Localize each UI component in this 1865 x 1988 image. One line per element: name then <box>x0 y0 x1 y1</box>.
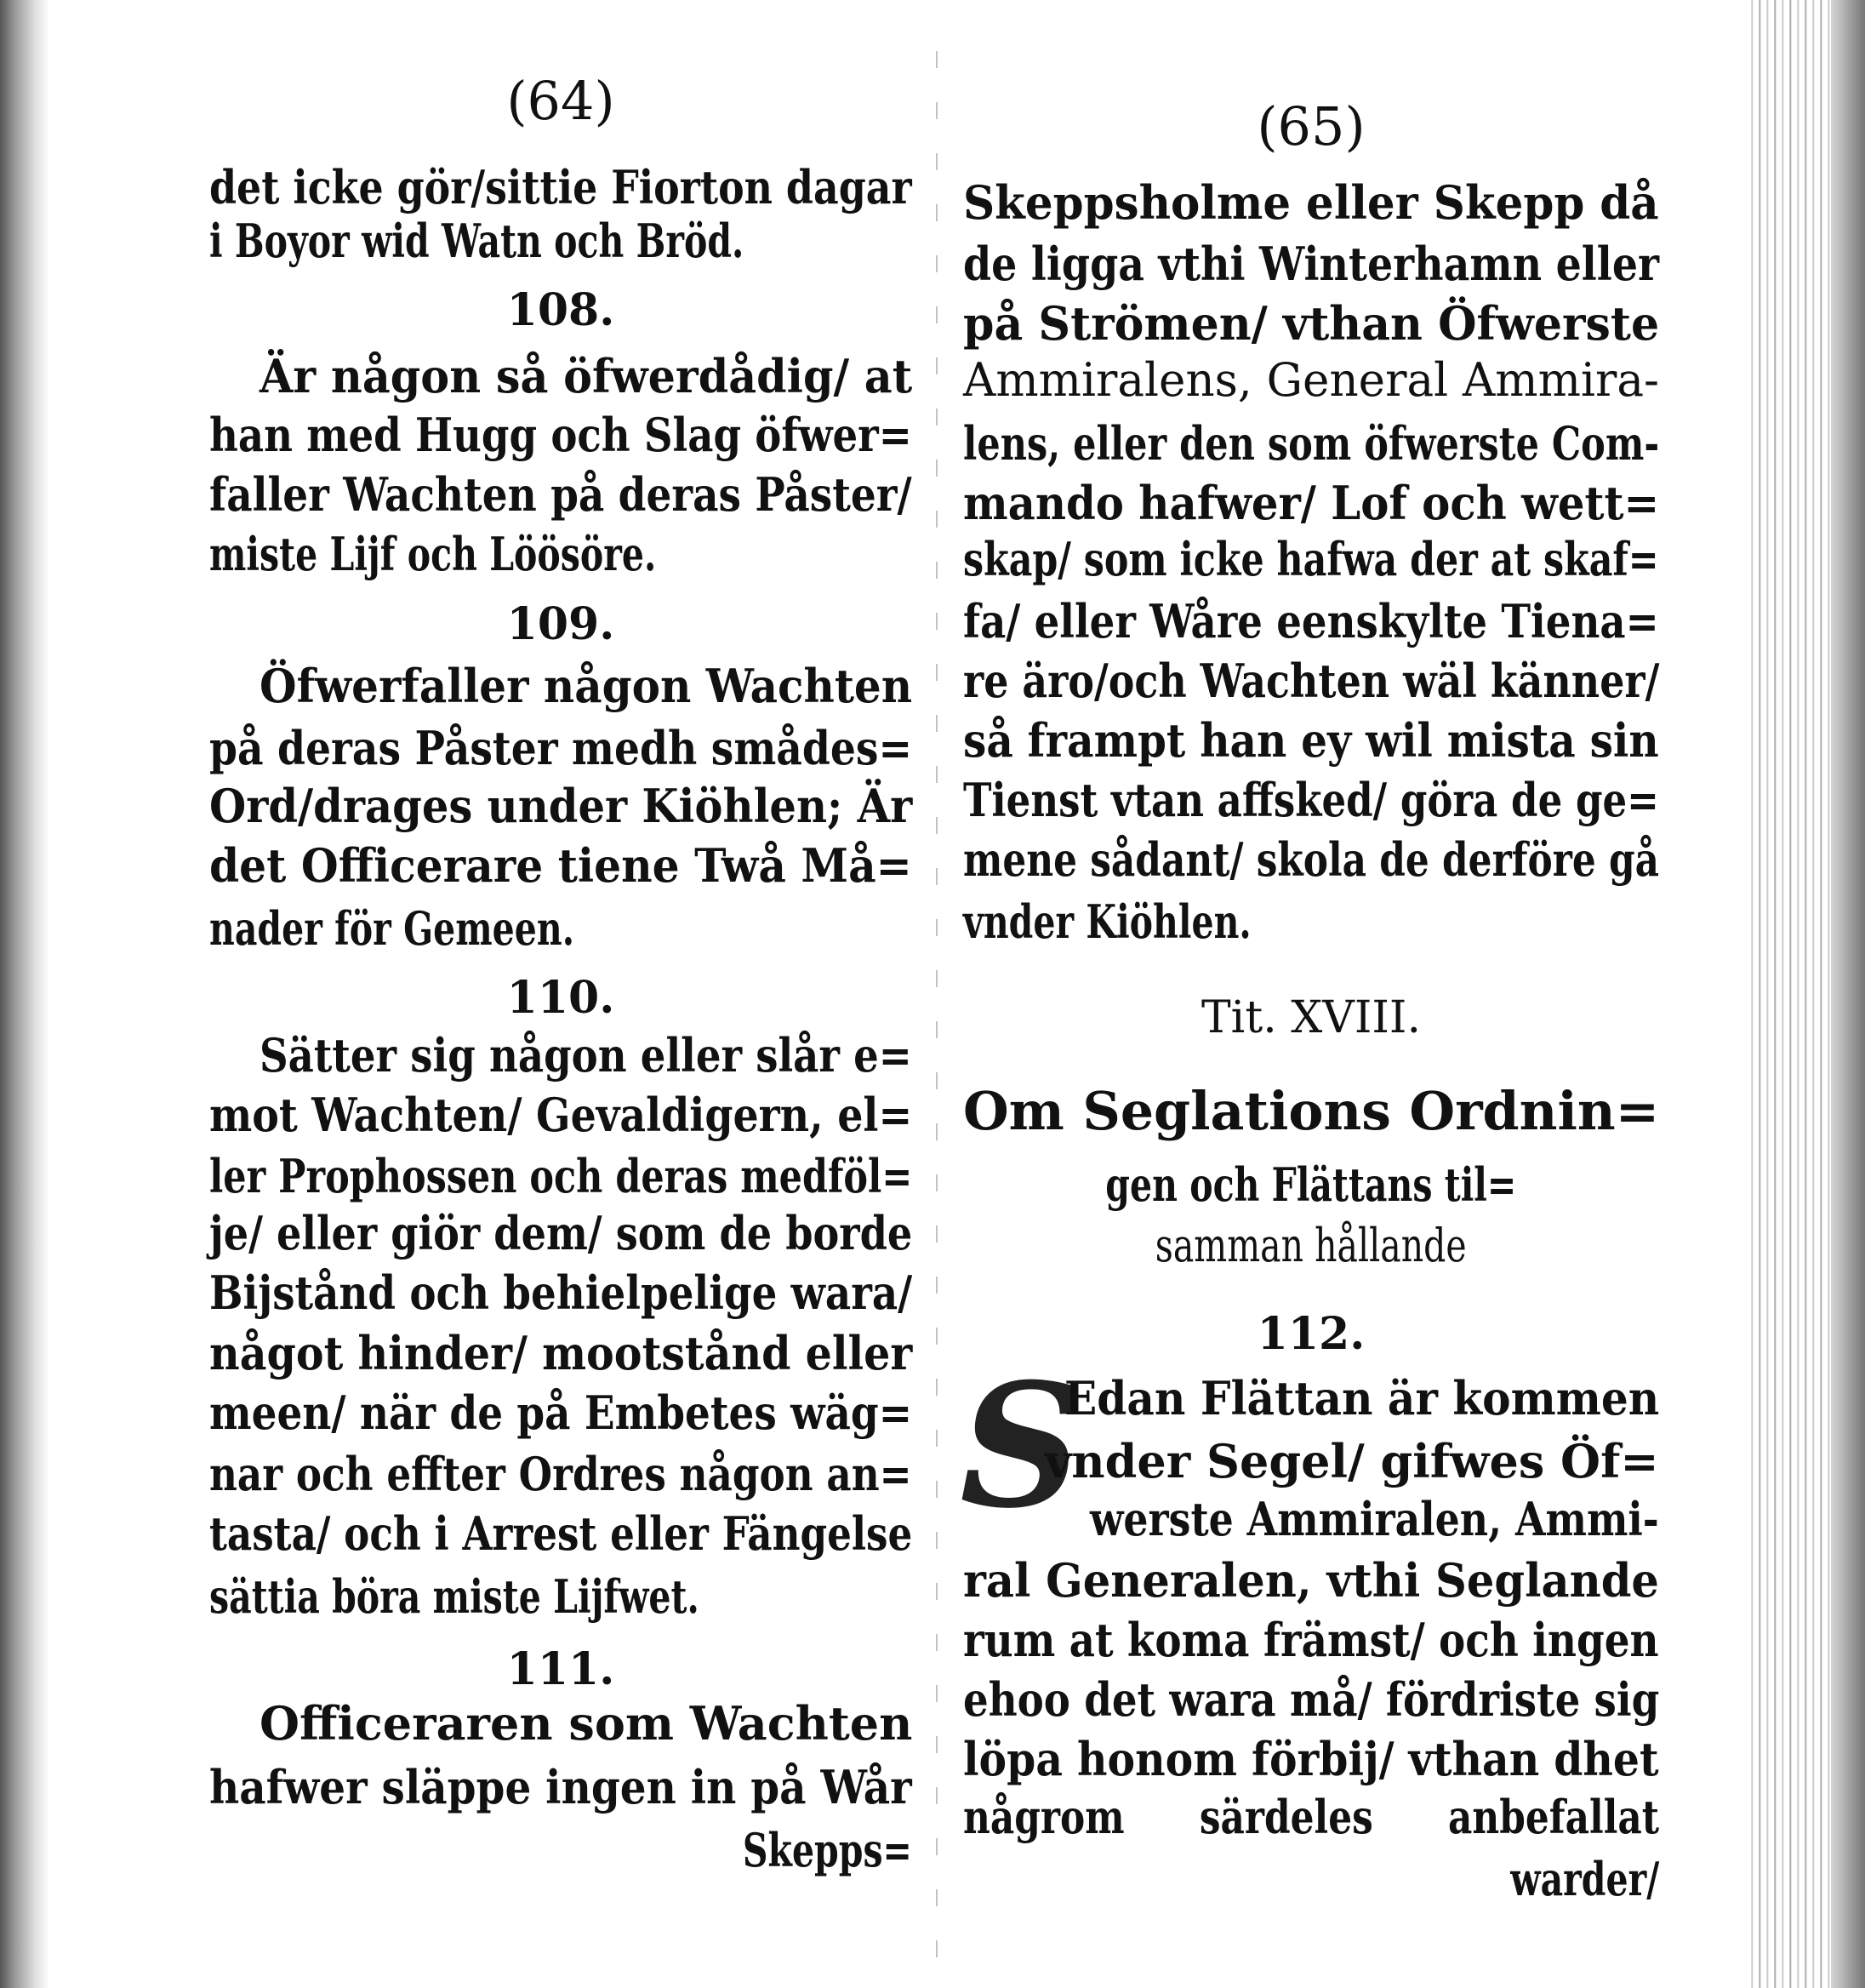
text-line: rum at koma främst/ och ingen <box>963 1613 1659 1667</box>
page-number: (64) <box>506 70 615 132</box>
book-edge-left <box>0 0 49 1988</box>
text-line: vnder Segel/ gifwes Öf= <box>1045 1434 1659 1488</box>
section-number: 109. <box>506 598 615 650</box>
text-line: hafwer släppe ingen in på Wår <box>209 1760 912 1814</box>
text-line: lens, eller den som öfwerste Com- <box>963 416 1660 471</box>
title-line: samman hållande <box>1155 1219 1467 1272</box>
catchword: Skepps= <box>742 1823 912 1877</box>
text-line: det Officerare tiene Twå Må= <box>209 838 912 893</box>
text-line: ehoo det wara må/ fördriste sig <box>963 1672 1660 1727</box>
text-line: Edan Flättan är kommen <box>1064 1371 1660 1425</box>
section-number: 111. <box>506 1643 615 1695</box>
text-line: Är någon så öfwerdådig/ at <box>260 349 913 403</box>
text-line: nader för Gemeen. <box>209 901 575 956</box>
text-line: Sätter sig någon eller slår e= <box>260 1028 912 1083</box>
text-line: nar och effter Ordres någon an= <box>209 1447 912 1501</box>
text-line: det icke gör/sittie Fiorton dagar <box>209 160 912 214</box>
text-line: miste Lijf och Löösöre. <box>209 527 657 581</box>
text-line: re äro/och Wachten wäl känner/ <box>963 654 1660 708</box>
text-line: meen/ när de på Embetes wäg= <box>209 1385 912 1440</box>
drop-cap: S <box>960 1346 1083 1546</box>
text-line: något hinder/ mootstånd eller <box>209 1326 913 1380</box>
text-line: faller Wachten på deras Påster/ <box>209 467 912 522</box>
text-line: Tienst vtan affsked/ göra de ge= <box>963 773 1659 827</box>
text-line: mene sådant/ skola de derföre gå <box>963 832 1659 887</box>
text-line: så frampt han ey wil mista sin <box>963 713 1659 768</box>
section-number: 110. <box>506 972 615 1024</box>
text-line: Officeraren som Wachten <box>260 1696 913 1751</box>
text-line: Bijstånd och behielpelige wara/ <box>209 1265 913 1320</box>
text-line: löpa honom förbij/ vthan dhet <box>963 1732 1659 1786</box>
text-line: Öfwerfaller någon Wachten <box>260 659 913 713</box>
text-line: mot Wachten/ Gevaldigern, el= <box>209 1088 913 1142</box>
text-line: werste Ammiralen, Ammi- <box>1090 1492 1659 1546</box>
text-line: vnder Kiöhlen. <box>963 894 1252 949</box>
text-line: de ligga vthi Winterhamn eller <box>963 237 1659 291</box>
title-line: gen och Flättans til= <box>1105 1157 1517 1212</box>
text-line: på deras Påster medh smådes= <box>209 721 912 775</box>
page-number: (65) <box>1257 95 1366 157</box>
book-edge-right <box>1746 0 1865 1988</box>
text-line: tasta/ och i Arrest eller Fängelse <box>209 1506 913 1561</box>
section-number: 112. <box>1257 1308 1366 1360</box>
title-line: Om Seglations Ordnin= <box>963 1080 1660 1142</box>
title-number: Tit. XVIII. <box>1201 992 1421 1043</box>
text-line: på Strömen/ vthan Öfwerste <box>963 296 1660 351</box>
text-line: Ammiralens, General Ammira- <box>963 353 1659 407</box>
text-line: skap/ som icke hafwa der at skaf= <box>963 532 1659 586</box>
text-line: han med Hugg och Slag öfwer= <box>209 408 912 462</box>
text-line: je/ eller giör dem/ som de borde <box>209 1206 913 1260</box>
text-line: fa/ eller Wåre eenskylte Tiena= <box>963 594 1659 648</box>
text-line: Skeppsholme eller Skepp då <box>963 175 1659 230</box>
text-line: ral Generalen, vthi Seglande <box>963 1553 1659 1608</box>
catchword: warder/ <box>1510 1852 1659 1906</box>
text-line: i Boyor wid Watn och Bröd. <box>209 214 744 268</box>
text-line: någrom särdeles anbefallat <box>963 1790 1659 1844</box>
page-gutter <box>936 51 938 1966</box>
text-line: mando hafwer/ Lof och wett= <box>963 476 1660 530</box>
text-line: Ord/drages under Kiöhlen; Är <box>209 779 913 833</box>
text-line: sättia böra miste Lijfwet. <box>209 1569 699 1624</box>
section-number: 108. <box>506 284 615 336</box>
text-line: ler Prophossen och deras medföl= <box>209 1149 913 1203</box>
